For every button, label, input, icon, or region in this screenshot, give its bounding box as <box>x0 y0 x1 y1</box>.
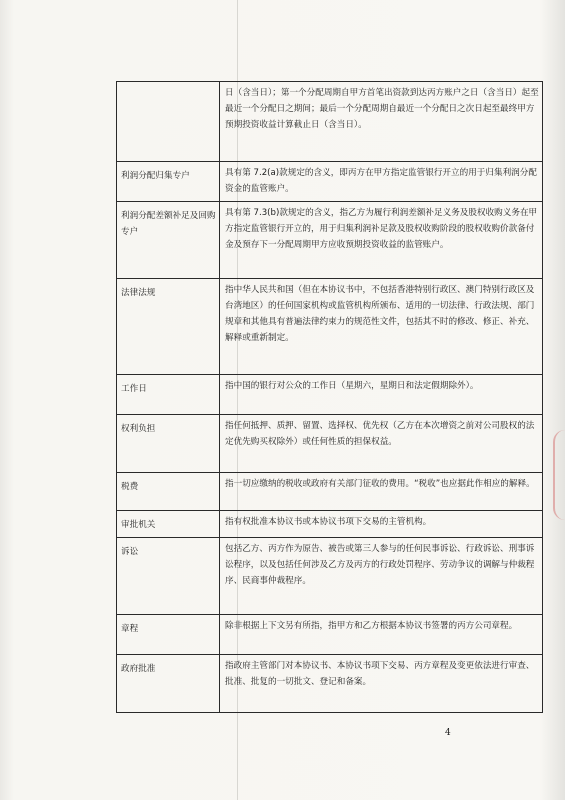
definition-cell: 指中华人民共和国（但在本协议书中，不包括香港特别行政区、澳门特别行政区及台湾地区）的任何国家机构或监管机构所颁布、适用的一切法律、行政法规、部门规章和其他具有普遍法律约束力的规范性文件，包括其不时的修改、修正、补充、解释或重新制定。 <box>220 279 543 375</box>
term-cell: 权利负担 <box>117 415 220 473</box>
table-row <box>117 655 543 713</box>
term-cell: 诉讼 <box>117 538 220 615</box>
term-cell: 利润分配归集专户 <box>117 162 220 202</box>
term-cell: 利润分配差额补足及回购专户 <box>117 202 220 279</box>
definition-cell: 指有权批准本协议书或本协议书项下交易的主管机构。 <box>220 511 543 538</box>
term-cell: 章程 <box>117 615 220 655</box>
seal-stamp-fragment <box>553 430 565 520</box>
table-row <box>117 202 543 279</box>
table-row <box>117 415 543 473</box>
table-row <box>117 279 543 375</box>
table-row <box>117 511 543 538</box>
term-cell: 税费 <box>117 473 220 511</box>
page-number: 4 <box>445 728 451 738</box>
definition-cell: 指一切应缴纳的税收或政府有关部门征收的费用。“税收”也应据此作相应的解释。 <box>220 473 543 511</box>
definition-cell: 包括乙方、丙方作为原告、被告或第三人参与的任何民事诉讼、行政诉讼、刑事诉讼程序，以及包括任何涉及乙方及丙方的行政处罚程序、劳动争议的调解与仲裁程序、民商事仲裁程序。 <box>220 538 543 615</box>
term-cell <box>117 82 220 162</box>
term-cell: 法律法规 <box>117 279 220 375</box>
definition-cell: 日（含当日）；第一个分配周期自甲方首笔出资款到达丙方账户之日（含当日）起至最近一个分配日之期间；最后一个分配周期自最近一个分配日之次日起至最终甲方预期投资收益计算截止日（含当日）。 <box>220 82 543 162</box>
definition-cell: 除非根据上下文另有所指，指甲方和乙方根据本协议书签署的丙方公司章程。 <box>220 615 543 655</box>
definition-cell: 指中国的银行对公众的工作日（星期六，星期日和法定假期除外）。 <box>220 375 543 415</box>
table-row <box>117 473 543 511</box>
definitions-table <box>116 81 543 713</box>
definition-cell: 具有第 7.2(a)款规定的含义，即丙方在甲方指定监管银行开立的用于归集利润分配资金的监管账户。 <box>220 162 543 202</box>
definition-cell: 指任何抵押、质押、留置、选择权、优先权（乙方在本次增资之前对公司股权的法定优先购买权除外）或任何性质的担保权益。 <box>220 415 543 473</box>
term-cell: 工作日 <box>117 375 220 415</box>
table-row <box>117 162 543 202</box>
table-row <box>117 375 543 415</box>
definition-cell: 指政府主管部门对本协议书、本协议书项下交易、丙方章程及变更依法进行审查、批准、批复的一切批文、登记和备案。 <box>220 655 543 713</box>
term-cell: 审批机关 <box>117 511 220 538</box>
definition-cell: 具有第 7.3(b)款规定的含义，指乙方为履行利润差额补足义务及股权收购义务在甲方指定监管银行开立的，用于归集利润补足款及股权收购阶段的股权收购价款备付金及预存下一分配周期甲方应收预期投资收益的监管账户。 <box>220 202 543 279</box>
term-cell: 政府批准 <box>117 655 220 713</box>
table-row <box>117 82 543 162</box>
table-row <box>117 538 543 615</box>
table-row <box>117 615 543 655</box>
